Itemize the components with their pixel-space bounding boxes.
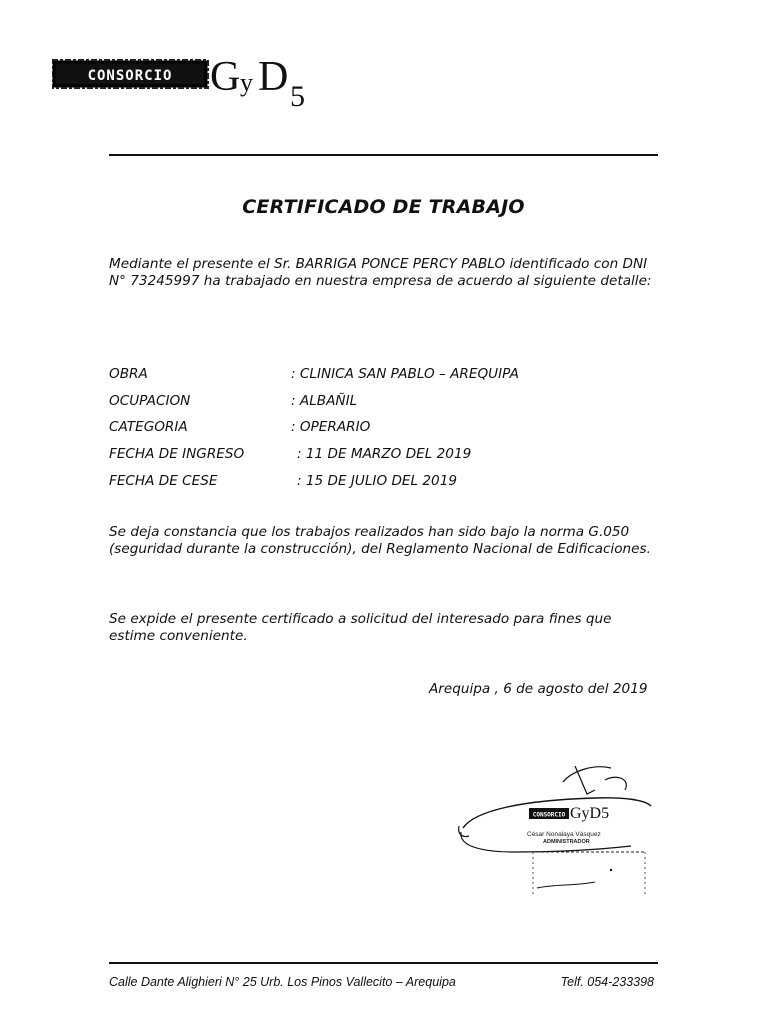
detail-row-fecha-cese <box>109 473 669 500</box>
svg-text:y: y <box>240 68 253 97</box>
svg-text:G: G <box>210 54 241 100</box>
stamp-word: CONSORCIO <box>532 811 566 819</box>
date-line: Arequipa , 6 de agosto del 2019 <box>429 681 648 697</box>
detail-row-ocupacion <box>109 393 669 420</box>
stamp-mark: GyD5 <box>570 805 610 822</box>
detail-value: : 15 DE JULIO DEL 2019 <box>297 472 458 489</box>
footer-phone: Telf. 054-233398 <box>560 975 654 989</box>
detail-value: : OPERARIO <box>291 419 371 436</box>
issuance-paragraph: Se expide el presente certificado a solicitud del interesado para fines que estime conveniente. <box>109 611 612 644</box>
detail-label: CATEGORIA <box>109 419 188 436</box>
header-divider <box>109 154 658 156</box>
svg-text:CONSORCIO: CONSORCIO <box>87 68 173 84</box>
detail-label: OBRA <box>109 366 148 382</box>
detail-row-fecha-ingreso <box>109 446 669 473</box>
detail-row-categoria <box>109 419 669 446</box>
footer-divider <box>109 962 658 964</box>
detail-label: FECHA DE INGRESO <box>109 446 245 463</box>
detail-value: : CLINICA SAN PABLO – AREQUIPA <box>291 366 519 382</box>
document-title: CERTIFICADO DE TRABAJO <box>242 196 525 218</box>
employment-details <box>109 366 669 499</box>
detail-value: : ALBAÑIL <box>291 392 358 409</box>
company-logo <box>52 44 362 114</box>
footer-address: Calle Dante Alighieri N° 25 Urb. Los Pinos Vallecito – Arequipa <box>109 975 456 989</box>
detail-label: FECHA DE CESE <box>109 472 218 489</box>
svg-text:D: D <box>258 54 289 100</box>
norm-paragraph: Se deja constancia que los trabajos realizados han sido bajo la norma G.050 (seguridad durante la construcción), del Reglamento Nacional de Edificaciones. <box>109 524 651 557</box>
detail-value: : 11 DE MARZO DEL 2019 <box>297 446 472 463</box>
detail-row-obra <box>109 366 669 393</box>
svg-text:5: 5 <box>290 80 305 113</box>
detail-label: OCUPACION <box>109 392 191 409</box>
intro-paragraph: Mediante el presente el Sr. BARRIGA PONCE PERCY PABLO identificado con DNI N° 73245997 ha trabajado en nuestra empresa de acuerdo al siguiente detalle: <box>109 256 652 289</box>
signature-stamp <box>455 760 655 900</box>
signer-role: ADMINISTRADOR <box>543 839 590 845</box>
signer-name: César Nonalaya Vásquez <box>527 831 601 838</box>
